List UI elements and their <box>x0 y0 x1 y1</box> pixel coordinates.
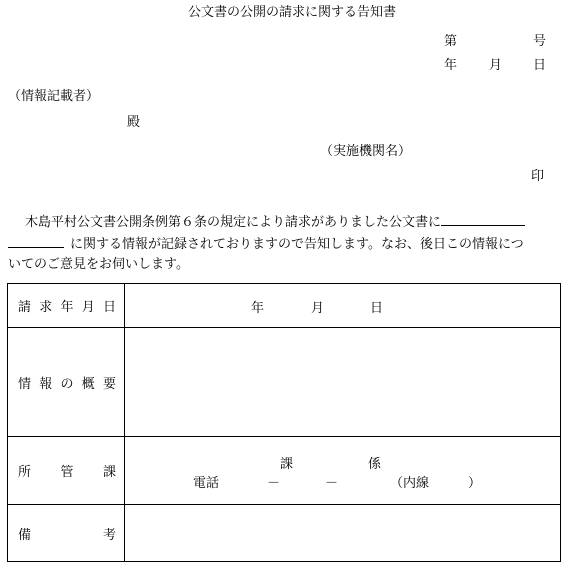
division-kakari: 係 <box>368 457 382 472</box>
request-day: 日 <box>370 301 384 316</box>
number-suffix: 号 <box>533 34 547 49</box>
label-char: 考 <box>102 527 116 543</box>
label-char: 要 <box>102 376 116 392</box>
request-year: 年 <box>251 301 265 316</box>
division-ka: 課 <box>280 457 294 472</box>
body-line-3: いてのご意見をお伺いします。 <box>8 257 189 272</box>
remarks-label-cell <box>8 505 125 562</box>
table-row <box>8 284 561 328</box>
remarks-label <box>8 524 124 543</box>
notice-paragraph <box>8 211 578 275</box>
document-name-blank <box>441 211 525 226</box>
info-summary-label <box>8 373 124 392</box>
date-month: 月 <box>489 58 503 73</box>
info-summary-value-cell[interactable] <box>125 328 561 437</box>
info-summary-label-cell <box>8 328 125 437</box>
request-date-label-cell <box>8 284 125 328</box>
label-char: 年 <box>60 300 74 315</box>
phone-dash-1: － <box>267 476 281 491</box>
label-char: 請 <box>18 300 32 315</box>
label-char: 管 <box>60 465 74 480</box>
label-char: 備 <box>18 527 32 543</box>
division-label-cell <box>8 437 125 505</box>
extension-label: （内線 ） <box>390 476 482 491</box>
number-prefix: 第 <box>444 34 458 49</box>
phone-label: 電話 <box>193 476 220 491</box>
recipient-label: （情報記載者） <box>8 89 100 104</box>
table-row <box>8 505 561 562</box>
date-year: 年 <box>444 58 458 73</box>
request-month: 月 <box>311 301 325 316</box>
label-char: 所 <box>18 465 32 480</box>
division-label <box>8 461 124 480</box>
table-row <box>8 437 561 505</box>
remarks-value-cell[interactable] <box>125 505 561 562</box>
agency-label: （実施機関名） <box>320 144 412 159</box>
date-day: 日 <box>533 58 547 73</box>
label-char: 報 <box>39 376 53 392</box>
label-char: 課 <box>102 465 116 480</box>
document-name-blank-cont <box>8 233 64 248</box>
label-char: 日 <box>102 300 116 315</box>
label-char: の <box>60 376 74 392</box>
label-char: 概 <box>81 376 95 392</box>
phone-dash-2: － <box>325 476 339 491</box>
body-line-2: に関する情報が記録されておりますので告知します。なお、後日この情報につ <box>70 237 524 252</box>
request-date-value-cell[interactable] <box>125 284 561 328</box>
body-line-1: 木島平村公文書公開条例第６条の規定により請求がありました公文書に <box>25 215 442 230</box>
division-value-cell[interactable] <box>125 437 561 505</box>
label-char: 情 <box>18 376 32 392</box>
table-row <box>8 328 561 437</box>
seal-mark: 印 <box>531 169 545 184</box>
request-date-label <box>8 296 124 315</box>
label-char: 求 <box>39 300 53 315</box>
label-char: 月 <box>81 300 95 315</box>
notice-form-table <box>7 283 561 562</box>
honorific: 殿 <box>127 115 141 130</box>
document-title: 公文書の公開の請求に関する告知書 <box>187 5 396 20</box>
